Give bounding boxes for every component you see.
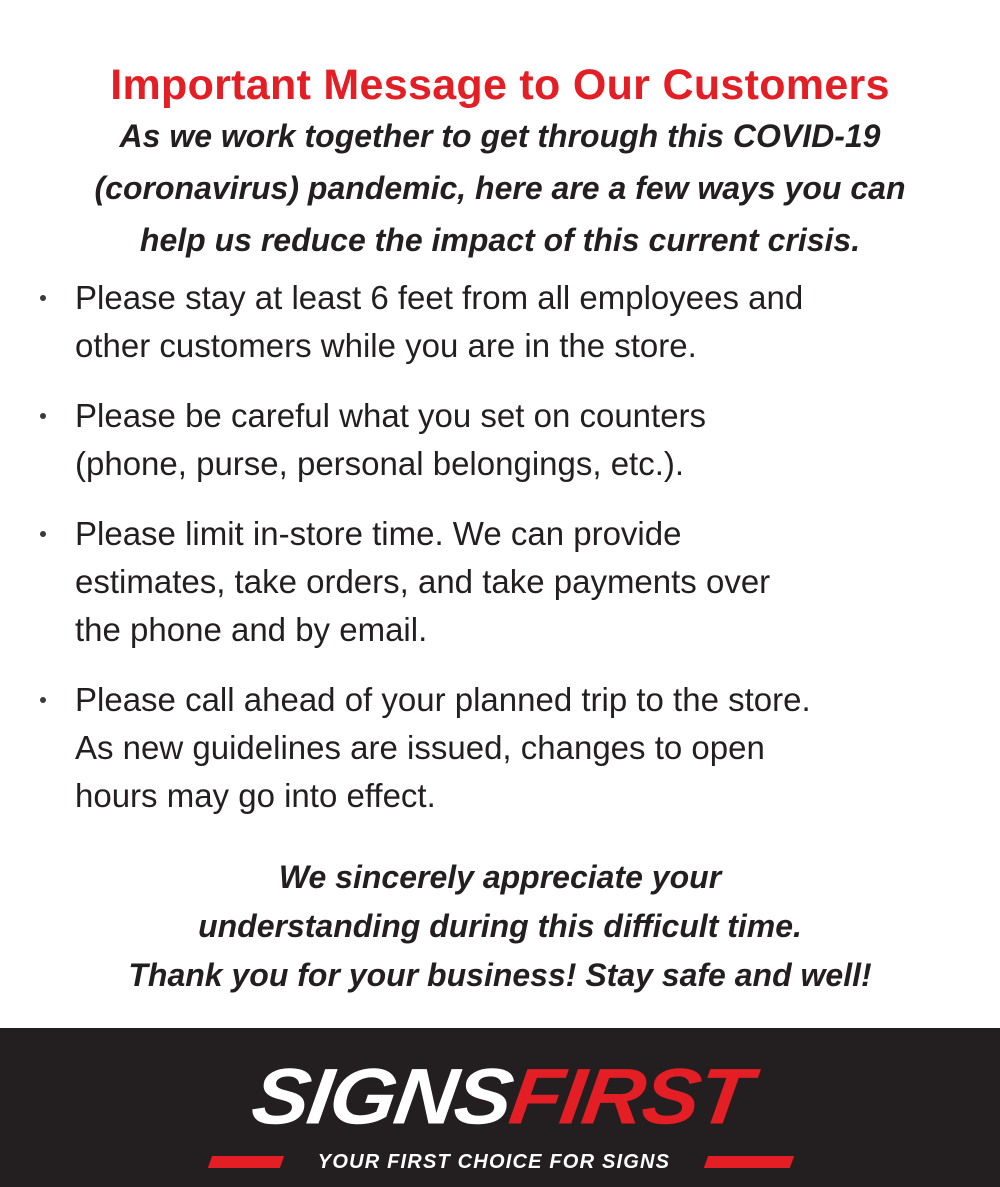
page-title: Important Message to Our Customers (110, 60, 890, 109)
bullet-icon (40, 531, 46, 537)
guideline-line: the phone and by email. (75, 611, 428, 648)
guideline-line: estimates, take orders, and take payments over (75, 563, 771, 600)
guideline-item (38, 392, 978, 488)
guideline-item (38, 676, 978, 820)
intro-line: (coronavirus) pandemic, here are a few ways you can (94, 170, 906, 206)
brand-logo (196, 1052, 806, 1173)
logo-wordmark (191, 1052, 812, 1142)
guideline-line: other customers while you are in the store. (75, 327, 697, 364)
closing-line: We sincerely appreciate your (278, 859, 722, 895)
tagline-bar-right (704, 1156, 794, 1168)
logo-signs-text: SIGNS (246, 1052, 517, 1142)
guideline-line: As new guidelines are issued, changes to open (75, 729, 765, 766)
closing-line: understanding during this difficult time. (198, 908, 802, 944)
intro-paragraph (30, 110, 970, 266)
footer-banner (0, 1028, 1000, 1187)
logo-first-text: FIRST (504, 1052, 756, 1142)
closing-line: Thank you for your business! Stay safe and well! (128, 957, 872, 993)
guideline-item (38, 274, 978, 370)
guideline-line: Please be careful what you set on counters (75, 397, 707, 434)
bullet-icon (40, 295, 46, 301)
bullet-icon (40, 413, 46, 419)
closing-message (30, 853, 970, 1000)
tagline-row (196, 1148, 806, 1178)
guideline-item (38, 510, 978, 654)
bullet-icon (40, 697, 46, 703)
brand-tagline: YOUR FIRST CHOICE FOR SIGNS (317, 1151, 671, 1173)
intro-line: help us reduce the impact of this current crisis. (139, 222, 861, 258)
guideline-line: Please call ahead of your planned trip to the store. (75, 681, 811, 718)
guideline-line: Please limit in-store time. We can provide (75, 515, 682, 552)
guideline-line: Please stay at least 6 feet from all employees and (75, 279, 804, 316)
tagline-bar-left (208, 1156, 284, 1168)
guidelines-list (38, 274, 978, 842)
guideline-line: (phone, purse, personal belongings, etc.). (75, 445, 685, 482)
guideline-line: hours may go into effect. (75, 777, 436, 814)
intro-line: As we work together to get through this COVID-19 (119, 118, 881, 154)
